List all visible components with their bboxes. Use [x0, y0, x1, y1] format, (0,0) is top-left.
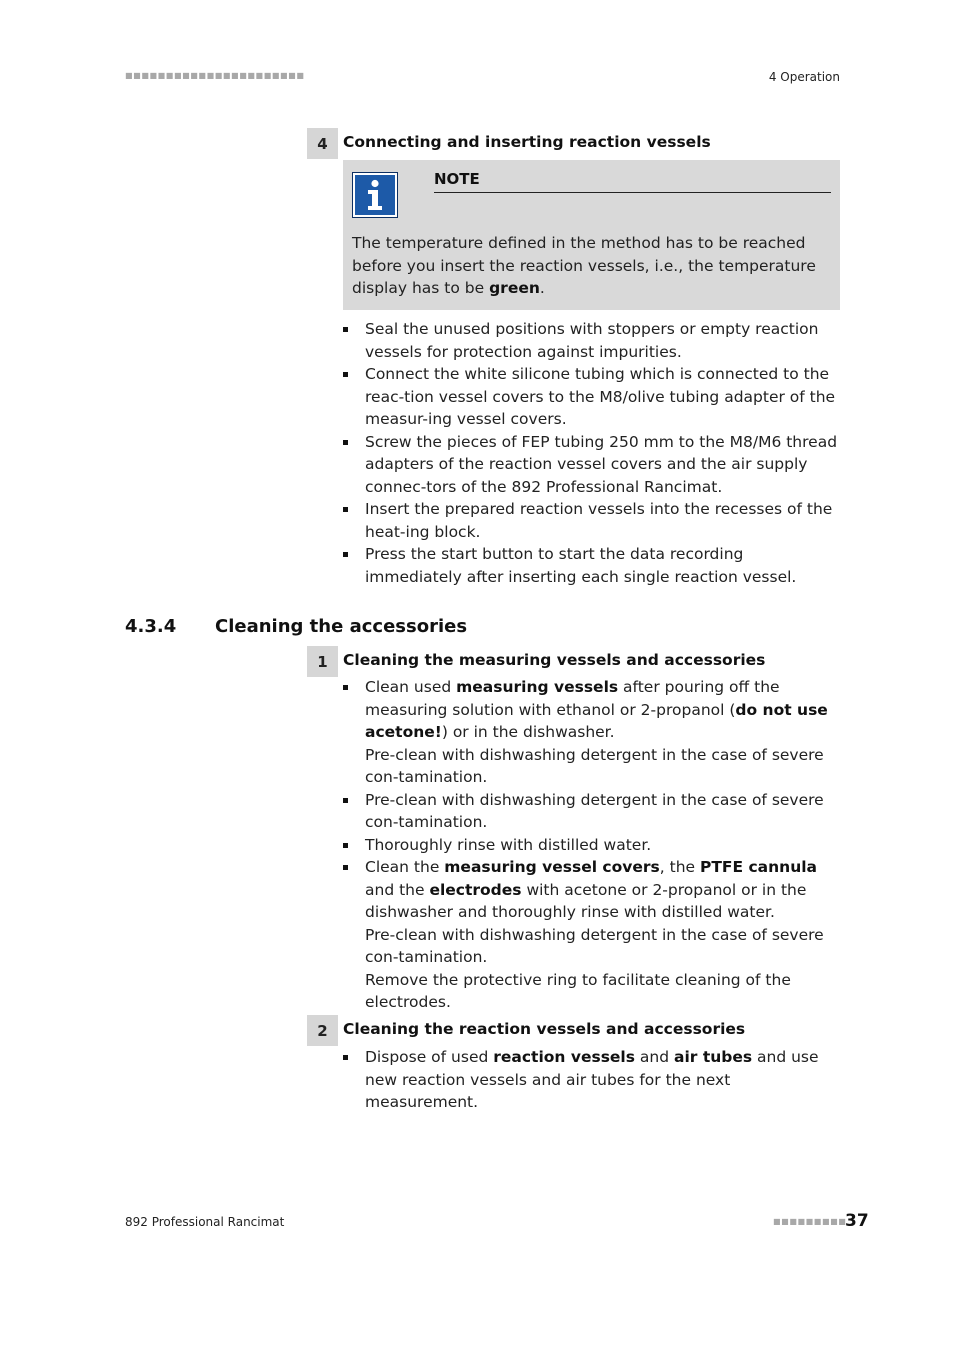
note-box: [343, 160, 840, 310]
list-item: Pre-clean with dishwashing detergent in the case of severe con-tamination.: [343, 789, 842, 834]
step-number: 2: [307, 1015, 338, 1046]
list-item: Thoroughly rinse with distilled water.: [343, 834, 842, 857]
step-1-bullet-list: [343, 676, 842, 1014]
header-decoration: ■■■■■■■■■■■■■■■■■■■■■■: [125, 71, 305, 80]
step-number: 4: [307, 128, 338, 159]
chapter-title: 4 Operation: [768, 70, 840, 84]
step-2-bullet-list: [343, 1046, 842, 1114]
step-4-heading: [307, 128, 840, 159]
note-text: The temperature defined in the method has to be reached before you insert the reaction vessels, i.e., the temperature display has to be green.: [352, 234, 816, 298]
list-item: Clean used measuring vessels after pouring off the measuring solution with ethanol or 2-propanol (do not use acetone!) or in the dishwasher. Pre-clean with dishwashing detergent in the case of severe con-tamination.: [343, 676, 842, 789]
step-1-heading: [307, 646, 840, 677]
step-title: Cleaning the reaction vessels and accessories: [343, 1020, 746, 1038]
footer-product-name: 892 Professional Rancimat: [125, 1215, 285, 1229]
list-item: Connect the white silicone tubing which is connected to the reac-tion vessel covers to the M8/olive tubing adapter of the measur-ing vessel covers.: [343, 363, 842, 431]
step-number: 1: [307, 646, 338, 677]
step-title: Cleaning the measuring vessels and accessories: [343, 651, 766, 669]
note-title: NOTE: [434, 170, 480, 188]
list-item: Press the start button to start the data recording immediately after inserting each single reaction vessel.: [343, 543, 842, 588]
step-2-heading: [307, 1015, 840, 1046]
list-item: Clean the measuring vessel covers, the PTFE cannula and the electrodes with acetone or 2-propanol or in the dishwasher and thoroughly rinse with distilled water. Pre-clean with dishwashing detergent in the case of severe con-tamination. Remove the protective ring to facilitate cleaning of the electrodes.: [343, 856, 842, 1014]
note-divider: [434, 192, 831, 193]
list-item: Seal the unused positions with stoppers or empty reaction vessels for protection against impurities.: [343, 318, 842, 363]
step-4-bullet-list: [343, 318, 842, 588]
footer-decoration: ■■■■■■■■■: [773, 1217, 847, 1226]
list-item: Insert the prepared reaction vessels into the recesses of the heat-ing block.: [343, 498, 842, 543]
info-icon: [352, 172, 398, 218]
list-item: Dispose of used reaction vessels and air tubes and use new reaction vessels and air tubes for the next measurement.: [343, 1046, 842, 1114]
step-title: Connecting and inserting reaction vessels: [343, 133, 711, 151]
section-number: 4.3.4: [125, 616, 177, 637]
section-title: Cleaning the accessories: [215, 616, 468, 637]
page-number: 37: [845, 1211, 869, 1231]
list-item: Screw the pieces of FEP tubing 250 mm to the M8/M6 thread adapters of the reaction vessel covers and the air supply connec-tors of the 892 Professional Rancimat.: [343, 431, 842, 499]
